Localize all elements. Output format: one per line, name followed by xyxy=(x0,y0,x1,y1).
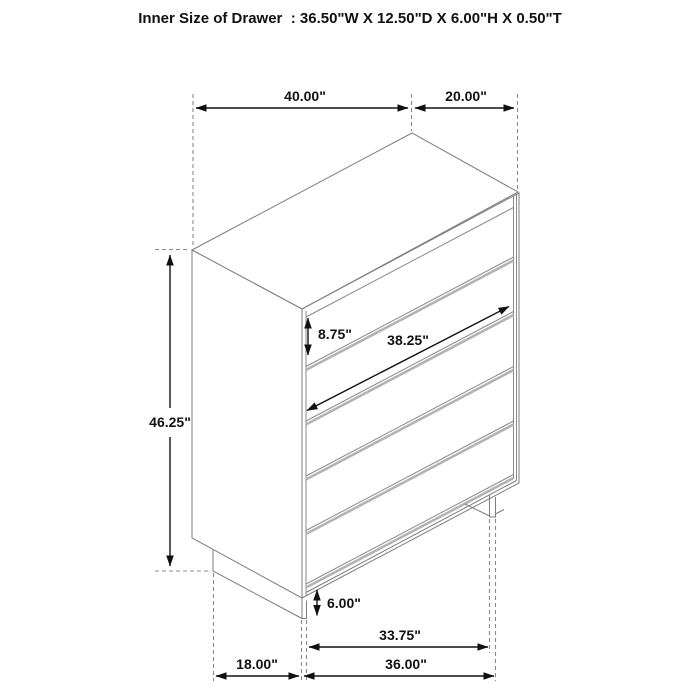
diagram-title: Inner Size of Drawer : 36.50"W X 12.50"D X 6.00"H X 0.50"T xyxy=(138,10,562,27)
dim-drawer-face-width-label: 38.25" xyxy=(387,332,429,348)
dim-top-depth xyxy=(415,88,514,108)
front-left-leg xyxy=(302,598,307,619)
dim-leg-height-label: 6.00" xyxy=(327,595,361,611)
dim-base-side-depth xyxy=(216,656,299,676)
dim-drawer-front-height-label: 8.75" xyxy=(318,326,352,342)
chest-illustration xyxy=(192,133,519,619)
dim-overall-height xyxy=(149,255,191,566)
dim-base-width-label: 36.00" xyxy=(385,656,427,672)
dim-overall-height-label: 46.25" xyxy=(149,414,191,430)
dim-top-width-label: 40.00" xyxy=(284,88,326,104)
dim-top-depth-label: 20.00" xyxy=(445,88,487,104)
dim-base-side-depth-label: 18.00" xyxy=(236,656,278,672)
dim-base-width xyxy=(304,656,494,676)
left-side-panel xyxy=(192,250,302,598)
dim-base-inner-width-label: 33.75" xyxy=(379,627,421,643)
dim-top-width xyxy=(196,88,408,108)
dim-base-inner-width xyxy=(309,627,488,647)
dim-leg-height xyxy=(317,590,361,616)
